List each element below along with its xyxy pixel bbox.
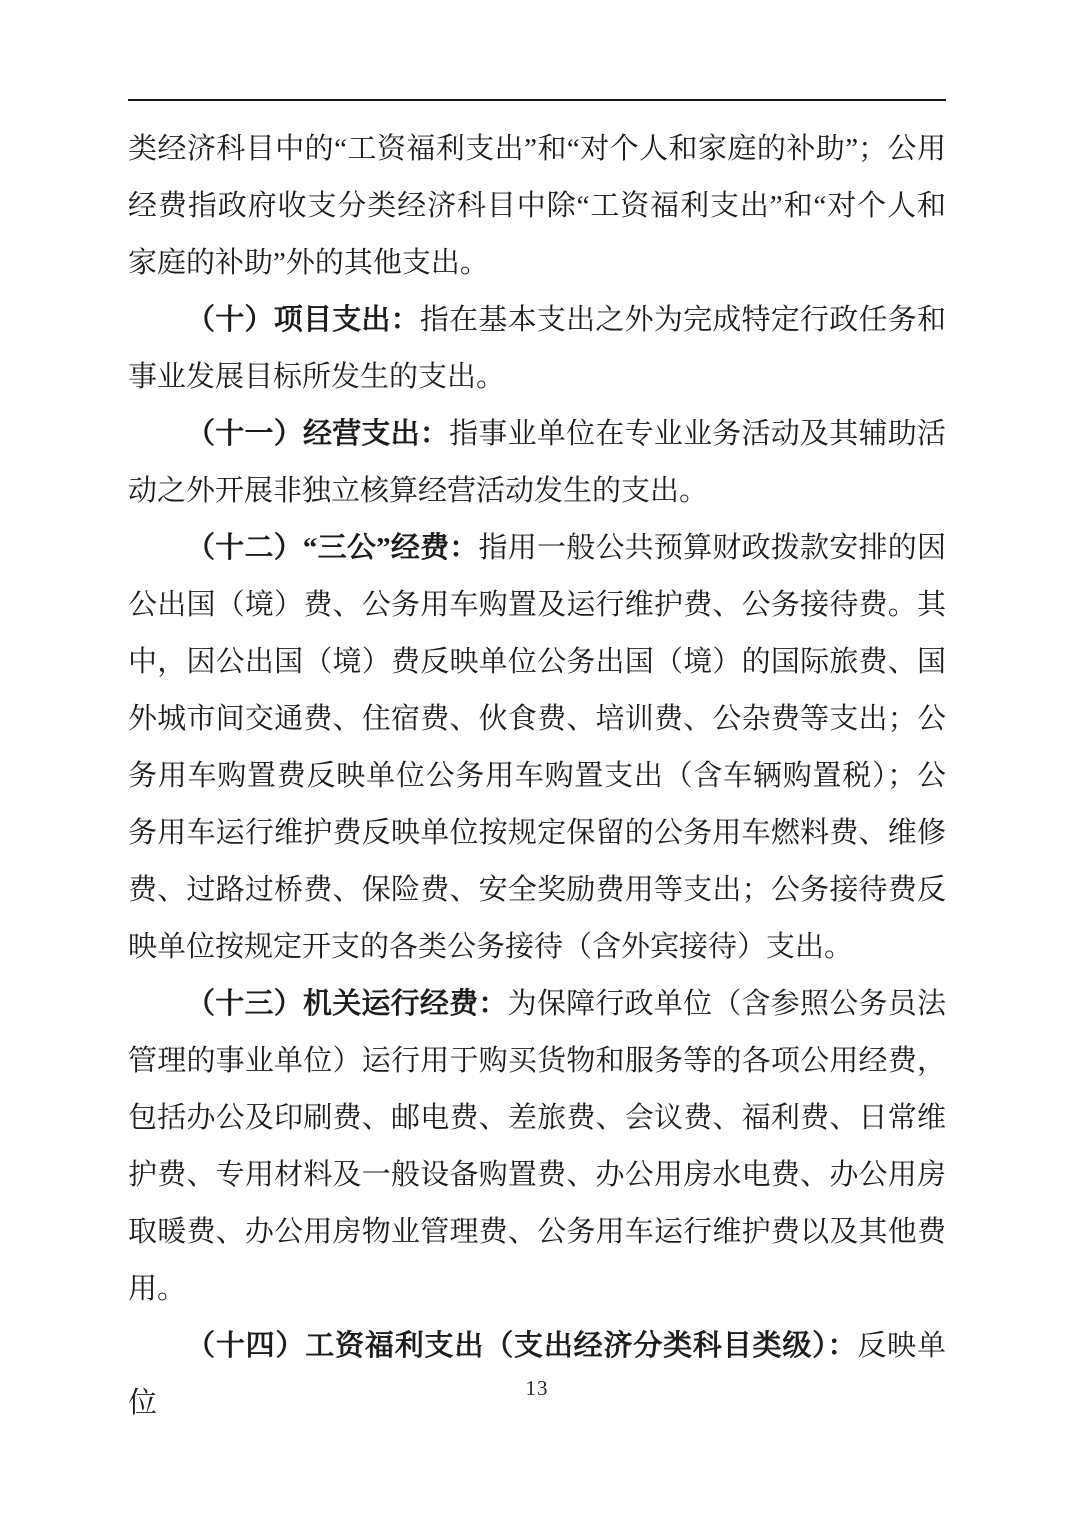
paragraph [128,1318,946,1432]
paragraph [128,520,946,976]
paragraph-text: 为保障行政单位（含参照公务员法管理的事业单位）运行用于购买货物和服务等的各项公用经费，包括办公及印刷费、邮电费、差旅费、会议费、福利费、日常维护费、专用材料及一般设备购置费、办公用房水电费、办公用房取暖费、办公用房物业管理费、公务用车运行维护费以及其他费用。 [128,988,946,1305]
term-label: （十一）经营支出： [186,418,450,450]
paragraph-text: 反映单位 [128,1330,946,1419]
term-label: （十三）机关运行经费： [186,988,508,1020]
paragraph-text: 指在基本支出之外为完成特定行政任务和事业发展目标所发生的支出。 [128,304,946,393]
paragraph [128,406,946,520]
paragraph-text: 指用一般公共预算财政拨款安排的因公出国（境）费、公务用车购置及运行维护费、公务接待费。其中，因公出国（境）费反映单位公务出国（境）的国际旅费、国外城市间交通费、住宿费、伙食费、培训费、公杂费等支出；公务用车购置费反映单位公务用车购置支出（含车辆购置税）；公务用车运行维护费反映单位按规定保留的公务用车燃料费、维修费、过路过桥费、保险费、安全奖励费用等支出；公务接待费反映单位按规定开支的各类公务接待（含外宾接待）支出。 [128,532,946,963]
term-label: （十四）工资福利支出（支出经济分类科目类级）： [186,1330,858,1362]
page-number: 13 [525,1376,549,1400]
term-label: （十二）“三公”经费： [186,532,479,564]
paragraph [128,976,946,1318]
paragraph-text: 指事业单位在专业业务活动及其辅助活动之外开展非独立核算经营活动发生的支出。 [128,418,946,507]
page-footer [0,1376,1074,1401]
paragraph [128,292,946,406]
term-label: （十）项目支出： [186,304,420,336]
paragraph-text: 类经济科目中的“工资福利支出”和“对个人和家庭的补助”；公用经费指政府收支分类经济科目中除“工资福利支出”和“对个人和家庭的补助”外的其他支出。 [128,133,946,279]
paragraph [128,121,946,292]
header-rule [128,99,946,101]
document-body [128,121,946,1432]
